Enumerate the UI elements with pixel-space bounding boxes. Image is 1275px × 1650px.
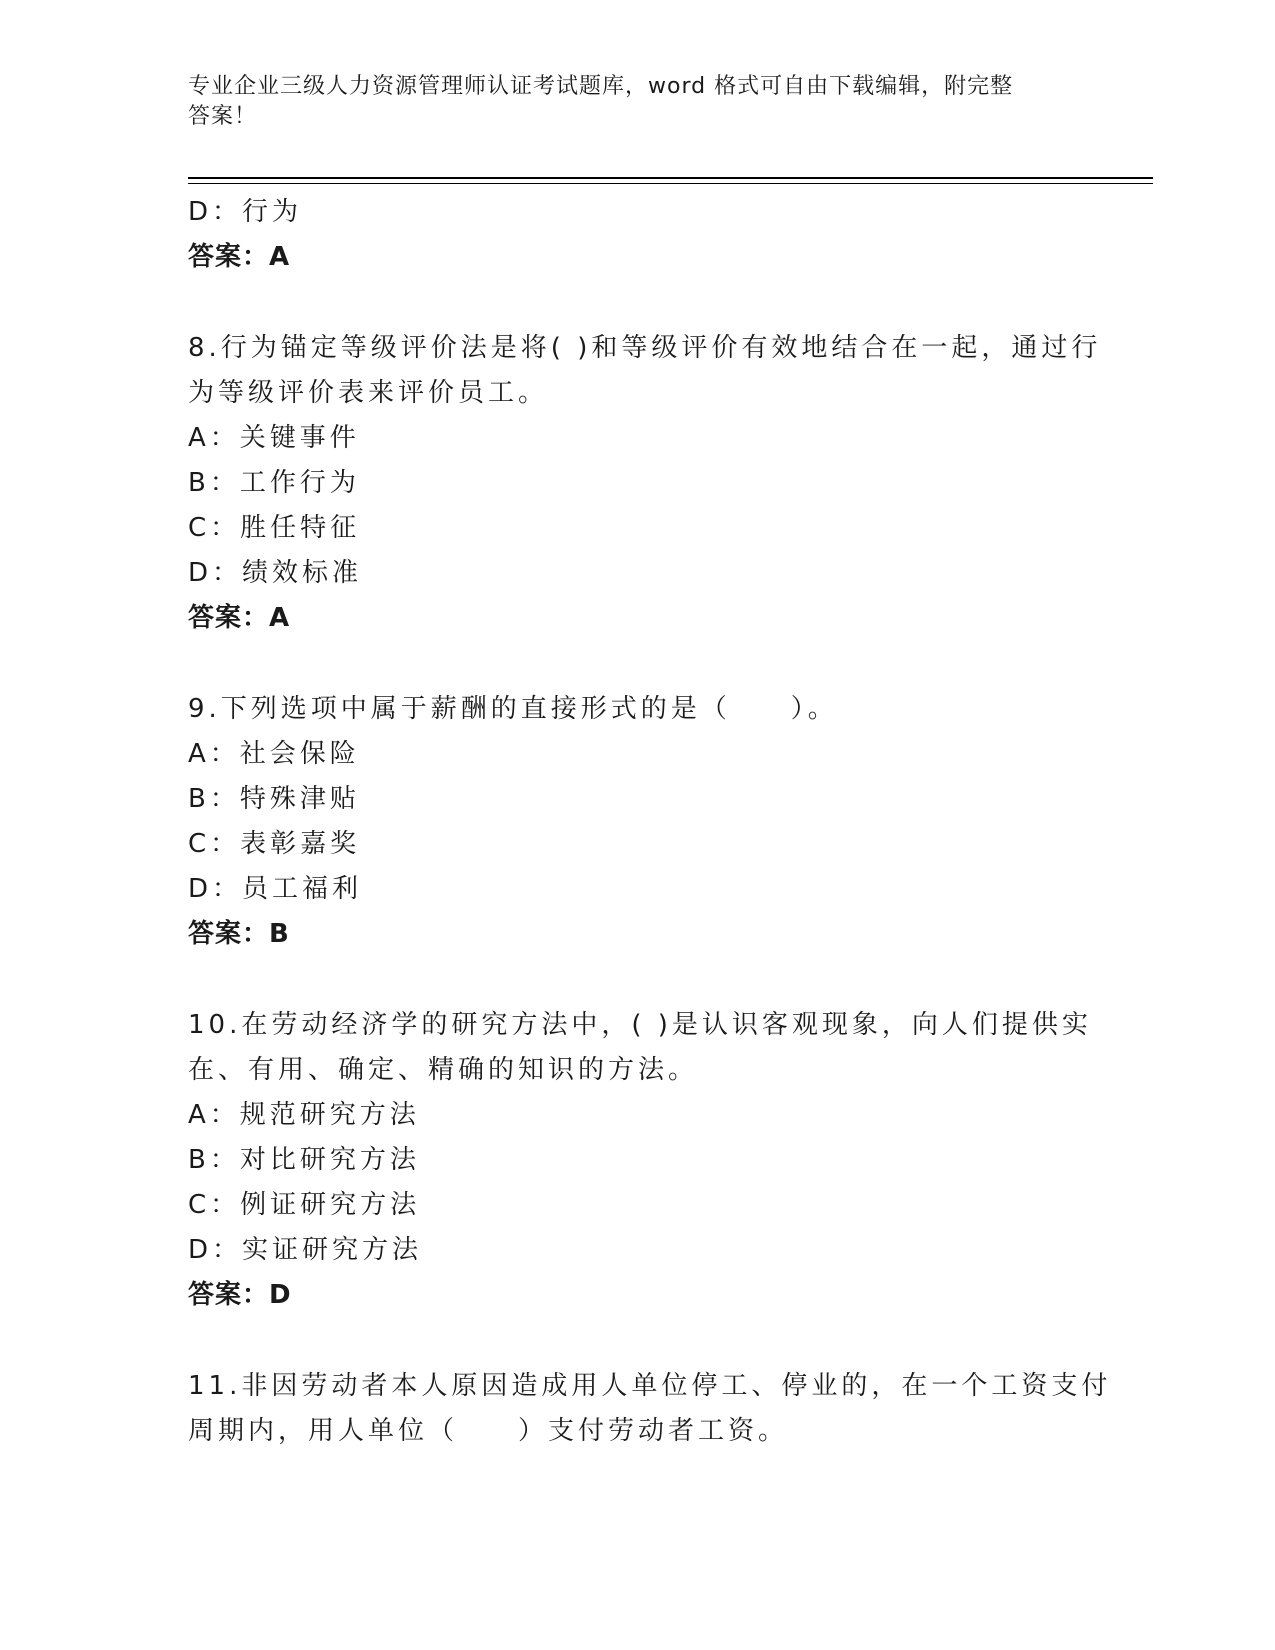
option-d: D：行为: [188, 197, 303, 227]
option-c: C：例证研究方法: [188, 1190, 421, 1220]
answer: 答案：A: [188, 603, 291, 633]
option-c: C：胜任特征: [188, 513, 361, 543]
option-b: B：对比研究方法: [188, 1145, 420, 1175]
question-9: [188, 687, 1088, 957]
question-11: [188, 1364, 1112, 1454]
question-text: 9.下列选项中属于薪酬的直接形式的是（ ）。: [188, 694, 838, 724]
header-divider: [188, 177, 1153, 179]
question-10: [188, 1003, 1092, 1318]
option-b: B：特殊津贴: [188, 784, 360, 814]
question-text: 10.在劳动经济学的研究方法中，( )是认识客观现象，向人们提供实: [188, 1010, 1092, 1040]
option-d: D：员工福利: [188, 874, 363, 904]
option-d: D：绩效标准: [188, 558, 363, 588]
header-divider-thin: [188, 183, 1153, 184]
header-line-1: 专业企业三级人力资源管理师认证考试题库，word 格式可自由下载编辑，附完整: [188, 74, 1014, 99]
option-c: C：表彰嘉奖: [188, 829, 361, 859]
question-text: 11.非因劳动者本人原因造成用人单位停工、停业的，在一个工资支付: [188, 1371, 1112, 1401]
answer: 答案：D: [188, 1280, 292, 1310]
option-b: B：工作行为: [188, 468, 360, 498]
document-header: [188, 72, 1088, 132]
question-text: 8.行为锚定等级评价法是将( )和等级评价有效地结合在一起，通过行: [188, 333, 1102, 363]
question-text-cont: 在、有用、确定、精确的知识的方法。: [188, 1055, 699, 1085]
question-list: [188, 190, 1112, 1454]
answer: 答案：B: [188, 919, 290, 949]
option-a: A：关键事件: [188, 423, 360, 453]
option-a: A：社会保险: [188, 739, 360, 769]
option-a: A：规范研究方法: [188, 1100, 420, 1130]
previous-question-tail: [188, 190, 1088, 280]
question-8: [188, 326, 1102, 641]
option-d: D：实证研究方法: [188, 1235, 423, 1265]
header-line-2: 答案！: [188, 104, 258, 129]
question-text-cont: 周期内，用人单位（ ）支付劳动者工资。: [188, 1416, 789, 1446]
answer: 答案：A: [188, 242, 291, 272]
question-text-cont: 为等级评价表来评价员工。: [188, 378, 549, 408]
